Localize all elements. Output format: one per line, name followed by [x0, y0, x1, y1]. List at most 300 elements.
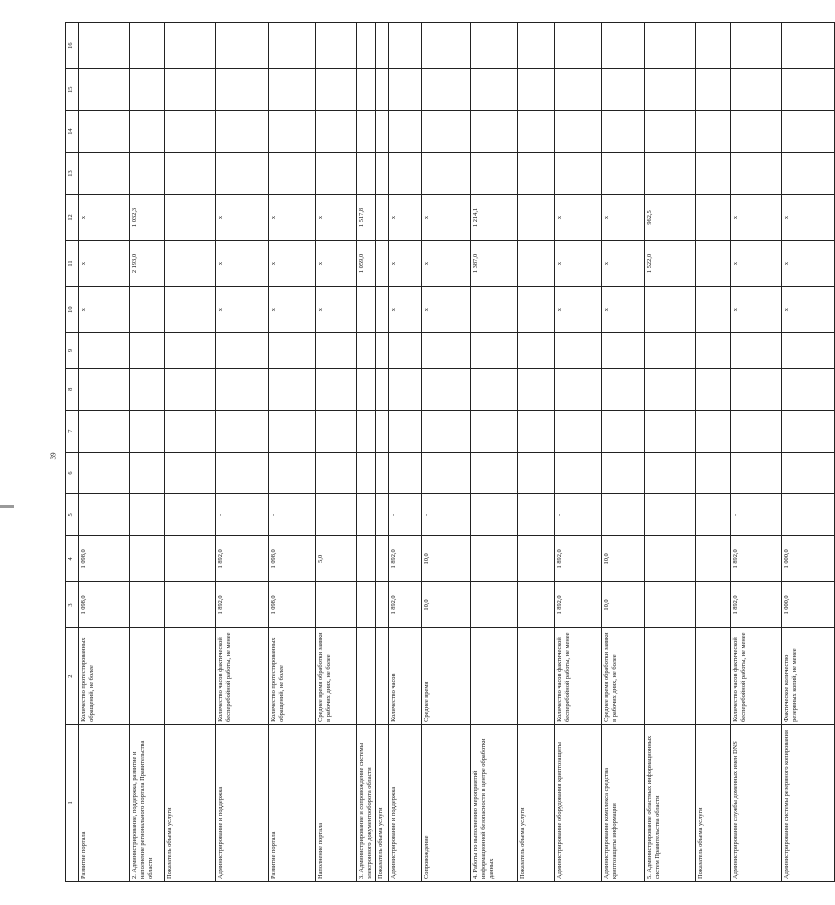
- cell-col-1: Администрирование службы доменных имен DNS: [731, 724, 782, 881]
- cell-col-10: [357, 287, 376, 333]
- cell-col-9: [357, 333, 376, 369]
- cell-col-7: [376, 410, 389, 452]
- cell-col-8: [731, 368, 782, 410]
- cell-col-1: Администрирование комплекса средства криптозащиты информации: [602, 724, 645, 881]
- cell-col-11: x: [422, 241, 471, 287]
- cell-col-10: [696, 287, 731, 333]
- table-row: [79, 23, 130, 882]
- cell-col-13: [602, 153, 645, 195]
- table-body: [79, 23, 835, 882]
- cell-col-2: Количество часов: [389, 628, 422, 724]
- cell-col-14: [376, 111, 389, 153]
- cell-col-14: [645, 111, 696, 153]
- cell-col-4: 1 000,0: [782, 536, 835, 582]
- cell-col-1: Показатель объема услуги: [518, 724, 555, 881]
- cell-col-4: 10,0: [422, 536, 471, 582]
- column-number-7: 7: [66, 410, 79, 452]
- cell-col-9: [696, 333, 731, 369]
- cell-col-13: [696, 153, 731, 195]
- table-row: [602, 23, 645, 882]
- cell-col-4: 10,0: [602, 536, 645, 582]
- column-number-12: 12: [66, 194, 79, 240]
- cell-col-16: [645, 23, 696, 69]
- cell-col-4: 5,0: [316, 536, 357, 582]
- cell-col-7: [645, 410, 696, 452]
- cell-col-13: [165, 153, 216, 195]
- cell-col-16: [357, 23, 376, 69]
- cell-col-12: x: [782, 194, 835, 240]
- cell-col-14: [130, 111, 165, 153]
- cell-col-10: x: [422, 287, 471, 333]
- binder-mark: [0, 505, 14, 508]
- cell-col-13: [731, 153, 782, 195]
- cell-col-14: [389, 111, 422, 153]
- cell-col-11: [376, 241, 389, 287]
- cell-col-13: [357, 153, 376, 195]
- cell-col-7: [130, 410, 165, 452]
- cell-col-13: [316, 153, 357, 195]
- table-row: [645, 23, 696, 882]
- column-number-13: 13: [66, 153, 79, 195]
- cell-col-15: [782, 69, 835, 111]
- cell-col-11: 1 522,0: [645, 241, 696, 287]
- cell-col-16: [216, 23, 269, 69]
- cell-col-16: [79, 23, 130, 69]
- cell-col-1: Показатель объема услуги: [376, 724, 389, 881]
- cell-col-6: [79, 452, 130, 494]
- cell-col-1: Наполнение портала: [316, 724, 357, 881]
- cell-col-12: x: [422, 194, 471, 240]
- cell-col-6: [316, 452, 357, 494]
- cell-col-14: [731, 111, 782, 153]
- cell-col-15: [79, 69, 130, 111]
- cell-col-3: [165, 582, 216, 628]
- cell-col-11: [696, 241, 731, 287]
- cell-col-3: [645, 582, 696, 628]
- cell-col-9: [731, 333, 782, 369]
- cell-col-10: x: [216, 287, 269, 333]
- cell-col-6: [422, 452, 471, 494]
- cell-col-16: [389, 23, 422, 69]
- cell-col-10: x: [555, 287, 602, 333]
- cell-col-7: [518, 410, 555, 452]
- cell-col-4: 1 892,0: [389, 536, 422, 582]
- cell-col-8: [165, 368, 216, 410]
- cell-col-15: [316, 69, 357, 111]
- cell-col-9: [79, 333, 130, 369]
- cell-col-2: Количество часов фактической бесперебойной работы, не менее: [555, 628, 602, 724]
- cell-col-5: [471, 494, 518, 536]
- budget-table: [65, 22, 835, 882]
- cell-col-1: Администрирование и поддержка: [216, 724, 269, 881]
- cell-col-7: [79, 410, 130, 452]
- cell-col-14: [357, 111, 376, 153]
- cell-col-6: [165, 452, 216, 494]
- cell-col-6: [518, 452, 555, 494]
- cell-col-12: 1 214,1: [471, 194, 518, 240]
- cell-col-12: x: [731, 194, 782, 240]
- cell-col-11: 2 193,0: [130, 241, 165, 287]
- cell-col-11: x: [316, 241, 357, 287]
- cell-col-15: [216, 69, 269, 111]
- column-number-4: 4: [66, 536, 79, 582]
- cell-col-9: [389, 333, 422, 369]
- cell-col-10: [645, 287, 696, 333]
- cell-col-15: [555, 69, 602, 111]
- cell-col-14: [696, 111, 731, 153]
- cell-col-11: x: [555, 241, 602, 287]
- cell-col-1: Администрирование оборудования криптозащиты: [555, 724, 602, 881]
- cell-col-7: [216, 410, 269, 452]
- cell-col-13: [422, 153, 471, 195]
- cell-col-4: [645, 536, 696, 582]
- cell-col-1: Сопровождение: [422, 724, 471, 881]
- cell-col-9: [165, 333, 216, 369]
- cell-col-11: x: [79, 241, 130, 287]
- cell-col-2: Фактическое количество резервных копий, не менее: [782, 628, 835, 724]
- table-row: [731, 23, 782, 882]
- cell-col-5: [357, 494, 376, 536]
- cell-col-2: Среднее время обработки заявки в рабочих днях, не более: [316, 628, 357, 724]
- cell-col-8: [782, 368, 835, 410]
- table-row: [696, 23, 731, 882]
- cell-col-7: [269, 410, 316, 452]
- cell-col-12: x: [269, 194, 316, 240]
- cell-col-11: x: [269, 241, 316, 287]
- cell-col-3: 1 892,0: [389, 582, 422, 628]
- cell-col-6: [130, 452, 165, 494]
- cell-col-8: [518, 368, 555, 410]
- cell-col-16: [696, 23, 731, 69]
- cell-col-1: Развитие портала: [79, 724, 130, 881]
- cell-col-16: [165, 23, 216, 69]
- cell-col-4: 1 892,0: [731, 536, 782, 582]
- cell-col-8: [269, 368, 316, 410]
- cell-col-8: [376, 368, 389, 410]
- cell-col-3: 1 098,0: [269, 582, 316, 628]
- cell-col-10: x: [389, 287, 422, 333]
- cell-col-2: [376, 628, 389, 724]
- cell-col-1: 2. Администрирование, поддержка, развитие и наполнение регионального портала Правительства области: [130, 724, 165, 881]
- cell-col-11: x: [602, 241, 645, 287]
- cell-col-16: [555, 23, 602, 69]
- cell-col-10: [165, 287, 216, 333]
- cell-col-1: 3. Администрирование и сопровождение системы электронного документооборота области: [357, 724, 376, 881]
- cell-col-3: 1 892,0: [731, 582, 782, 628]
- cell-col-6: [696, 452, 731, 494]
- cell-col-15: [422, 69, 471, 111]
- cell-col-14: [316, 111, 357, 153]
- cell-col-3: [357, 582, 376, 628]
- cell-col-13: [555, 153, 602, 195]
- column-number-15: 15: [66, 69, 79, 111]
- cell-col-8: [696, 368, 731, 410]
- cell-col-10: x: [602, 287, 645, 333]
- cell-col-16: [130, 23, 165, 69]
- cell-col-15: [269, 69, 316, 111]
- cell-col-6: [782, 452, 835, 494]
- column-number-16: 16: [66, 23, 79, 69]
- cell-col-6: [357, 452, 376, 494]
- cell-col-12: x: [79, 194, 130, 240]
- cell-col-5: [376, 494, 389, 536]
- table-row: [782, 23, 835, 882]
- cell-col-3: [518, 582, 555, 628]
- cell-col-9: [602, 333, 645, 369]
- cell-col-15: [602, 69, 645, 111]
- cell-col-7: [602, 410, 645, 452]
- cell-col-4: 1 098,0: [269, 536, 316, 582]
- cell-col-12: x: [555, 194, 602, 240]
- cell-col-4: [376, 536, 389, 582]
- cell-col-3: [376, 582, 389, 628]
- cell-col-12: [696, 194, 731, 240]
- cell-col-2: Среднее время обработки заявки в рабочих днях, не более: [602, 628, 645, 724]
- cell-col-10: [518, 287, 555, 333]
- column-number-10: 10: [66, 287, 79, 333]
- cell-col-8: [357, 368, 376, 410]
- cell-col-9: [645, 333, 696, 369]
- cell-col-15: [376, 69, 389, 111]
- cell-col-8: [422, 368, 471, 410]
- cell-col-5: -: [389, 494, 422, 536]
- cell-col-3: [130, 582, 165, 628]
- table-row: [357, 23, 376, 882]
- cell-col-4: [130, 536, 165, 582]
- cell-col-13: [518, 153, 555, 195]
- cell-col-6: [731, 452, 782, 494]
- cell-col-12: x: [316, 194, 357, 240]
- cell-col-4: 1 892,0: [216, 536, 269, 582]
- cell-col-14: [165, 111, 216, 153]
- cell-col-4: [471, 536, 518, 582]
- cell-col-7: [696, 410, 731, 452]
- cell-col-9: [555, 333, 602, 369]
- rotated-table-wrapper: [65, 22, 798, 882]
- cell-col-15: [696, 69, 731, 111]
- cell-col-4: 1 098,0: [79, 536, 130, 582]
- cell-col-14: [602, 111, 645, 153]
- cell-col-13: [471, 153, 518, 195]
- cell-col-13: [130, 153, 165, 195]
- cell-col-1: Показатель объема услуги: [165, 724, 216, 881]
- cell-col-15: [357, 69, 376, 111]
- cell-col-9: [782, 333, 835, 369]
- cell-col-2: [165, 628, 216, 724]
- cell-col-10: [471, 287, 518, 333]
- cell-col-3: 1 000,0: [782, 582, 835, 628]
- cell-col-10: x: [782, 287, 835, 333]
- cell-col-3: 10,0: [602, 582, 645, 628]
- cell-col-8: [602, 368, 645, 410]
- cell-col-2: Количество часов фактической бесперебойной работы, не менее: [731, 628, 782, 724]
- cell-col-15: [645, 69, 696, 111]
- cell-col-16: [316, 23, 357, 69]
- cell-col-12: 962,5: [645, 194, 696, 240]
- cell-col-14: [422, 111, 471, 153]
- cell-col-5: -: [269, 494, 316, 536]
- table-row: [316, 23, 357, 882]
- table-row: [471, 23, 518, 882]
- cell-col-6: [389, 452, 422, 494]
- cell-col-1: Администрирование и поддержка: [389, 724, 422, 881]
- cell-col-9: [269, 333, 316, 369]
- cell-col-5: [165, 494, 216, 536]
- cell-col-12: 1 032,3: [130, 194, 165, 240]
- cell-col-9: [130, 333, 165, 369]
- cell-col-11: 1 387,0: [471, 241, 518, 287]
- column-number-1: 1: [66, 724, 79, 881]
- cell-col-14: [79, 111, 130, 153]
- column-number-8: 8: [66, 368, 79, 410]
- cell-col-13: [376, 153, 389, 195]
- table-row: [518, 23, 555, 882]
- cell-col-16: [269, 23, 316, 69]
- cell-col-6: [269, 452, 316, 494]
- cell-col-4: [696, 536, 731, 582]
- cell-col-11: x: [216, 241, 269, 287]
- cell-col-1: 5. Администрирование областных информационных систем Правительства области: [645, 724, 696, 881]
- cell-col-3: 1 098,0: [79, 582, 130, 628]
- cell-col-3: 10,0: [422, 582, 471, 628]
- cell-col-7: [389, 410, 422, 452]
- column-number-9: 9: [66, 333, 79, 369]
- cell-col-6: [216, 452, 269, 494]
- cell-col-6: [555, 452, 602, 494]
- cell-col-2: [645, 628, 696, 724]
- cell-col-13: [389, 153, 422, 195]
- cell-col-5: -: [555, 494, 602, 536]
- cell-col-7: [316, 410, 357, 452]
- cell-col-8: [316, 368, 357, 410]
- cell-col-8: [471, 368, 518, 410]
- cell-col-8: [645, 368, 696, 410]
- cell-col-4: [518, 536, 555, 582]
- cell-col-10: x: [731, 287, 782, 333]
- cell-col-10: x: [269, 287, 316, 333]
- cell-col-12: x: [389, 194, 422, 240]
- cell-col-8: [389, 368, 422, 410]
- cell-col-5: -: [422, 494, 471, 536]
- cell-col-6: [645, 452, 696, 494]
- cell-col-5: [602, 494, 645, 536]
- table-row: [269, 23, 316, 882]
- cell-col-2: Среднее время: [422, 628, 471, 724]
- cell-col-1: Администрирование системы резервного копирования: [782, 724, 835, 881]
- cell-col-9: [422, 333, 471, 369]
- cell-col-7: [782, 410, 835, 452]
- cell-col-6: [471, 452, 518, 494]
- cell-col-11: [518, 241, 555, 287]
- cell-col-9: [316, 333, 357, 369]
- cell-col-4: [357, 536, 376, 582]
- cell-col-3: [471, 582, 518, 628]
- cell-col-4: [165, 536, 216, 582]
- cell-col-2: [130, 628, 165, 724]
- table-row: [165, 23, 216, 882]
- cell-col-2: Количество протестированных обращений, не более: [269, 628, 316, 724]
- cell-col-16: [782, 23, 835, 69]
- cell-col-14: [471, 111, 518, 153]
- page-number: 39: [49, 452, 58, 460]
- cell-col-10: [130, 287, 165, 333]
- cell-col-10: x: [316, 287, 357, 333]
- cell-col-16: [602, 23, 645, 69]
- cell-col-7: [471, 410, 518, 452]
- cell-col-10: x: [79, 287, 130, 333]
- cell-col-2: [357, 628, 376, 724]
- cell-col-2: Количество часов фактической бесперебойной работы, не менее: [216, 628, 269, 724]
- cell-col-13: [269, 153, 316, 195]
- cell-col-7: [165, 410, 216, 452]
- cell-col-12: x: [602, 194, 645, 240]
- cell-col-13: [79, 153, 130, 195]
- cell-col-9: [471, 333, 518, 369]
- cell-col-14: [518, 111, 555, 153]
- cell-col-7: [731, 410, 782, 452]
- cell-col-11: x: [389, 241, 422, 287]
- cell-col-5: [518, 494, 555, 536]
- cell-col-7: [555, 410, 602, 452]
- cell-col-6: [376, 452, 389, 494]
- cell-col-8: [79, 368, 130, 410]
- cell-col-8: [216, 368, 269, 410]
- table-row: [216, 23, 269, 882]
- cell-col-15: [130, 69, 165, 111]
- cell-col-2: Количество протестированных обращений, не более: [79, 628, 130, 724]
- cell-col-5: -: [216, 494, 269, 536]
- cell-col-15: [731, 69, 782, 111]
- cell-col-5: [645, 494, 696, 536]
- cell-col-7: [357, 410, 376, 452]
- cell-col-9: [216, 333, 269, 369]
- cell-col-1: Развитие портала: [269, 724, 316, 881]
- cell-col-2: [696, 628, 731, 724]
- cell-col-9: [376, 333, 389, 369]
- cell-col-16: [518, 23, 555, 69]
- cell-col-5: [130, 494, 165, 536]
- cell-col-5: [696, 494, 731, 536]
- cell-col-14: [782, 111, 835, 153]
- cell-col-5: [782, 494, 835, 536]
- cell-col-3: [316, 582, 357, 628]
- table-row: [389, 23, 422, 882]
- cell-col-11: x: [731, 241, 782, 287]
- cell-col-11: [165, 241, 216, 287]
- cell-col-13: [782, 153, 835, 195]
- cell-col-15: [389, 69, 422, 111]
- table-row: [422, 23, 471, 882]
- cell-col-12: [165, 194, 216, 240]
- cell-col-9: [518, 333, 555, 369]
- cell-col-3: 1 892,0: [555, 582, 602, 628]
- cell-col-14: [555, 111, 602, 153]
- cell-col-15: [471, 69, 518, 111]
- cell-col-10: [376, 287, 389, 333]
- cell-col-4: 1 892,0: [555, 536, 602, 582]
- column-number-2: 2: [66, 628, 79, 724]
- column-number-5: 5: [66, 494, 79, 536]
- cell-col-12: [376, 194, 389, 240]
- cell-col-13: [216, 153, 269, 195]
- cell-col-3: 1 892,0: [216, 582, 269, 628]
- cell-col-11: x: [782, 241, 835, 287]
- cell-col-12: x: [216, 194, 269, 240]
- cell-col-16: [422, 23, 471, 69]
- column-number-3: 3: [66, 582, 79, 628]
- cell-col-12: 1 517,8: [357, 194, 376, 240]
- cell-col-15: [518, 69, 555, 111]
